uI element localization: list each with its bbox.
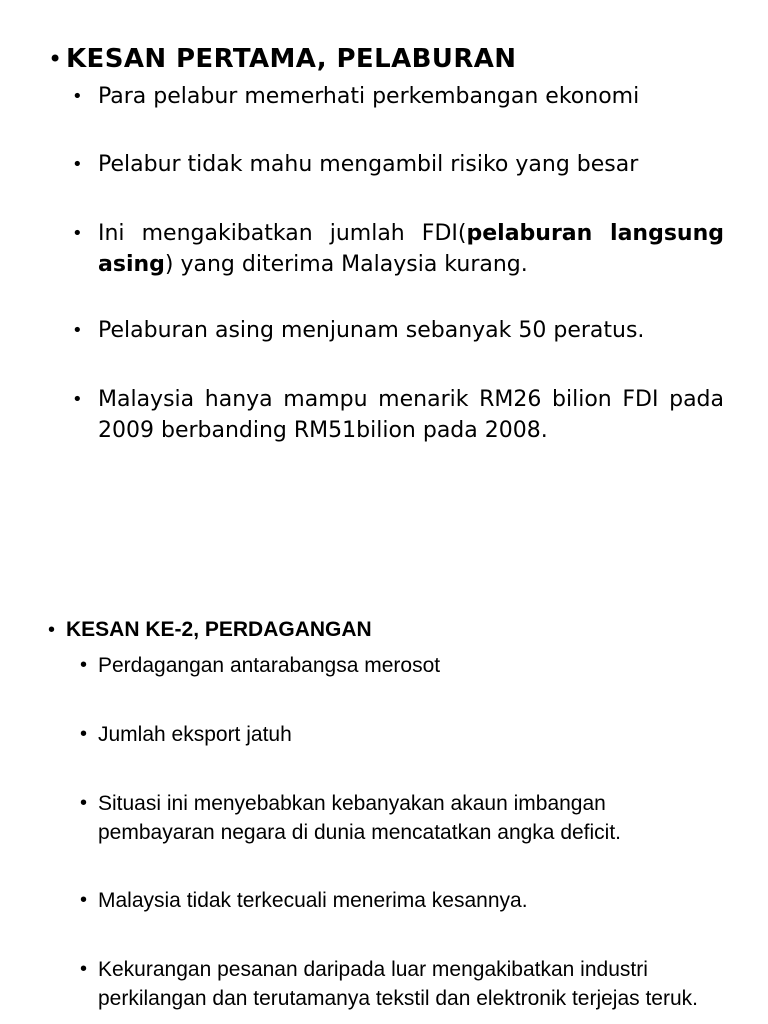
- list-item-text: Para pelabur memerhati perkembangan ekonomi: [98, 84, 640, 109]
- list-item: [72, 81, 724, 112]
- bullet-icon: •: [48, 619, 56, 641]
- slide-2-heading: KESAN KE-2, PERDAGANGAN: [66, 618, 372, 641]
- list-item-text-before: Ini mengakibatkan jumlah FDI(: [98, 221, 467, 246]
- bullet-icon: •: [72, 389, 83, 410]
- list-item: [72, 315, 724, 346]
- bullet-icon: •: [72, 86, 83, 107]
- list-item: [80, 789, 724, 847]
- slide-1-heading-row: [48, 44, 516, 74]
- bullet-icon: •: [72, 223, 83, 244]
- list-item-text-after: ) yang diterima Malaysia kurang.: [164, 252, 528, 277]
- list-item: [80, 651, 724, 680]
- bullet-icon: •: [80, 958, 88, 980]
- list-item-text: Malaysia hanya mampu menarik RM26 bilion FDI pada 2009 berbanding RM51bilion pada 2008.: [98, 387, 724, 443]
- list-item-text: Perdagangan antarabangsa merosot: [98, 654, 441, 677]
- list-item: [80, 886, 724, 915]
- list-item: [80, 720, 724, 749]
- list-item: [72, 149, 724, 180]
- list-item-text: Situasi ini menyebabkan kebanyakan akaun imbangan pembayaran negara di dunia mencatatkan angka deficit.: [98, 792, 622, 844]
- list-item: [72, 384, 724, 446]
- slide-2-heading-row: [48, 618, 372, 642]
- list-item: [80, 955, 724, 1013]
- list-item-text: [98, 218, 724, 280]
- bullet-icon: •: [80, 723, 88, 745]
- bullet-icon: •: [48, 45, 63, 73]
- list-item: [72, 218, 724, 280]
- slide-1-heading: KESAN PERTAMA, PELABURAN: [66, 44, 517, 74]
- list-item-text: Pelabur tidak mahu mengambil risiko yang besar: [98, 152, 639, 177]
- list-item-text: Jumlah eksport jatuh: [98, 723, 292, 746]
- bullet-icon: •: [72, 320, 83, 341]
- list-item-text: Malaysia tidak terkecuali menerima kesannya.: [98, 889, 528, 912]
- bullet-icon: •: [80, 792, 88, 814]
- bullet-icon: •: [72, 154, 83, 175]
- list-item-text: Kekurangan pesanan daripada luar mengakibatkan industri perkilangan dan terutamanya tekstil dan elektronik terjejas teruk.: [98, 958, 698, 1010]
- list-item-text: Pelaburan asing menjunam sebanyak 50 peratus.: [98, 318, 645, 343]
- bullet-icon: •: [80, 889, 88, 911]
- bullet-icon: •: [80, 654, 88, 676]
- list-item-bold-term: pelaburan langsung asing: [98, 221, 724, 277]
